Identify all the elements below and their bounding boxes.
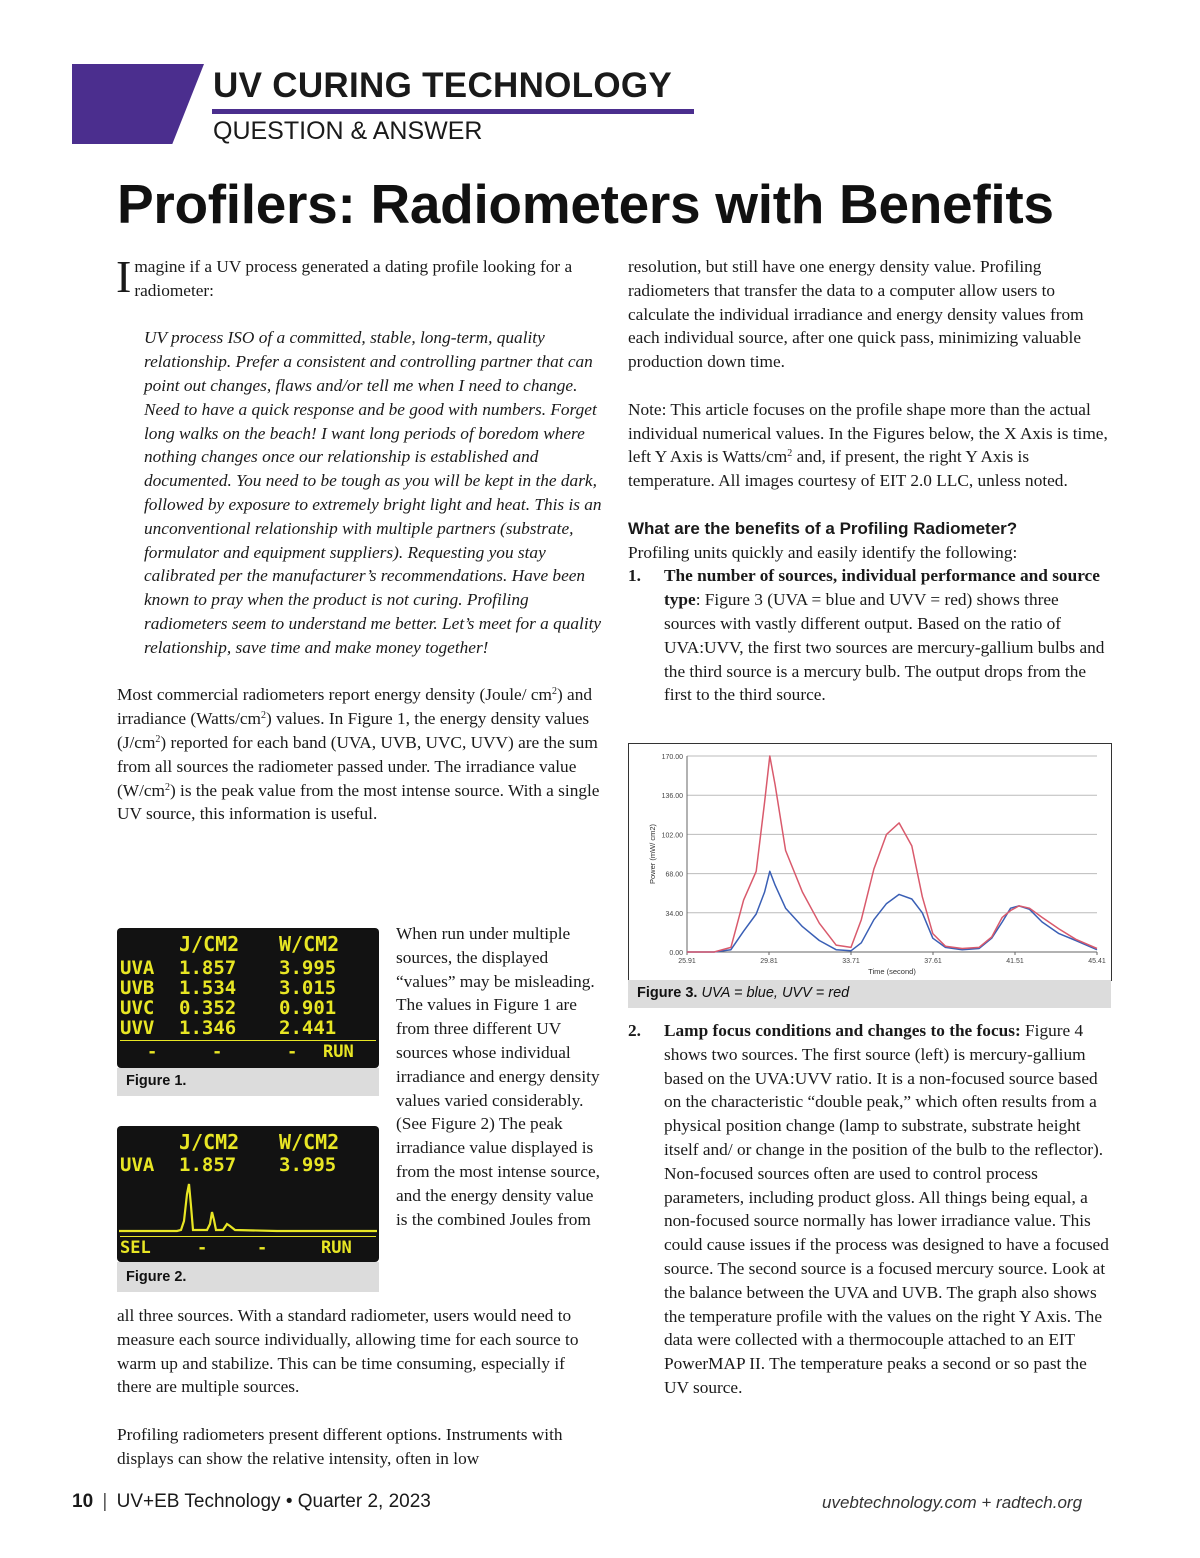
y-axis-label: Power (mW/ cm2) <box>648 824 657 884</box>
superscript-2: 2 <box>155 733 161 745</box>
para1-part-a: Most commercial radiometers report energy density (Joule/ cm <box>117 685 552 705</box>
profiling-options-cont: resolution, but still have one energy density value. Profiling radiometers that transfer the data to a computer allow users to calculate the individual irradiance and energy density values from each individual source, after one quick pass, minimizing valuable production down time. <box>628 257 1084 372</box>
figure1-value: 2.441 <box>279 1017 337 1039</box>
x-tick-label: 45.41 <box>1088 958 1106 965</box>
multi-source-paragraph-cont: all three sources. With a standard radiometer, users would need to measure each source individually, allowing time for each source to warm up and stabilize. This can be time consuming, especially if there are multiple sources. <box>117 1306 579 1397</box>
band-label: UVA <box>120 957 155 979</box>
list-item <box>628 1019 1112 1400</box>
figure3-caption-text: UVA = blue, UVV = red <box>697 985 850 1001</box>
figure1-col-header-j: J/CM2 <box>179 932 240 956</box>
right-column-bottom <box>628 1019 1112 1400</box>
figure3-caption-label: Figure 3. <box>637 985 698 1001</box>
benefits-list-cont <box>628 1019 1112 1400</box>
series-line-1 <box>687 756 1097 952</box>
x-axis-label: Time (second) <box>868 967 916 976</box>
profiling-options-paragraph: Profiling radiometers present different options. Instruments with displays can show the relative intensity, often in low <box>117 1424 563 1468</box>
publication-name: UV+EB Technology <box>116 1491 281 1512</box>
series-line-0 <box>687 871 1097 952</box>
list-number: 1. <box>628 566 641 586</box>
item2-bold: Lamp focus conditions and changes to the focus: <box>664 1021 1021 1040</box>
issue-date: Quarter 2, 2023 <box>297 1491 431 1512</box>
list-number: 2. <box>628 1021 641 1040</box>
figure2-display <box>117 1126 379 1262</box>
figure2-trace <box>117 1176 379 1234</box>
figure1-footer-dash: - <box>147 1042 158 1062</box>
x-tick-label: 25.91 <box>678 958 696 965</box>
page-footer-left <box>72 1491 431 1513</box>
superscript-2: 2 <box>164 781 170 793</box>
note-part-a: Note: This article focuses on the profile shape more than the actual individual numerical values. In the Figures below, the X Axis is time, left Y Axis is Watts/cm <box>628 399 1108 467</box>
figure1-value: 0.901 <box>279 997 337 1019</box>
footer-separator: | <box>102 1491 108 1512</box>
item1-bold: The number of sources, individual performance and source type <box>664 566 1100 610</box>
figure1-caption-box <box>117 1068 379 1096</box>
figure1-value: 1.857 <box>179 957 237 979</box>
figure1-value: 3.015 <box>279 977 337 999</box>
figure1-footer-dash: - <box>212 1042 223 1062</box>
note-part-b: and, if present, the right Y Axis is temperature. All images courtesy of EIT 2.0 LLC, unless noted. <box>628 447 1068 491</box>
item1-text: : Figure 3 (UVA = blue and UVV = red) shows three sources with vastly different output. Based on the ratio of UVA:UVV, the first two sources are mercury-gallium bulbs and the third source is a mercury bulb. The output drops from the first to the third source. <box>664 590 1105 705</box>
figure2-value: 1.857 <box>179 1154 237 1176</box>
question-heading: What are the benefits of a Profiling Radiometer? <box>628 518 1018 538</box>
figure1-footer-mode: RUN <box>323 1042 354 1062</box>
band-label: UVC <box>120 997 155 1019</box>
figure1-caption: Figure 1. <box>126 1073 187 1089</box>
article-title: Profilers: Radiometers with Benefits <box>117 173 1054 235</box>
drop-cap: I <box>116 251 132 302</box>
section-rule <box>212 109 694 114</box>
para1-part-e: ) is the peak value from the most intense source. With a single UV source, this information is useful. <box>117 780 600 824</box>
lead-line: Profiling units quickly and easily identify the following: <box>628 542 1018 562</box>
figure2-caption-box <box>117 1262 379 1292</box>
figure1-value: 1.534 <box>179 977 237 999</box>
band-label: UVA <box>120 1154 155 1176</box>
superscript-2: 2 <box>261 710 266 722</box>
figure2-footer-dash: - <box>257 1238 268 1258</box>
section-banner-shape <box>72 64 204 144</box>
superscript-2: 2 <box>551 686 557 698</box>
dating-profile-quote: UV process ISO of a committed, stable, long-term, quality relationship. Prefer a consistent and controlling partner that can point out changes, flaws and/or tell me when I need to change. Need to have a quick response and be good with numbers. Forget long walks on the beach! I want long periods of boredom where nothing changes once our relationship is established and documented. You need to be tough as you will be kept in the dark, followed by exposure to extremely bright light and heat. This is an unconventional relationship with multiple partners (substrate, formulator and equipment suppliers). Requesting you stay calibrated per the manufacturer’s recommendations. Have been known to pray when the product is not curing. Profiling radiometers seem to understand me better. Let’s meet for a quality relationship, save time and make money together! <box>144 328 602 657</box>
y-tick-label: 170.00 <box>661 754 683 761</box>
figure1-value: 3.995 <box>279 957 337 979</box>
para1-part-c: ) values. In Figure 1, the energy density values (J/cm <box>117 709 590 752</box>
figure2-footer-rule <box>120 1236 376 1237</box>
figure1-col-header-w: W/CM2 <box>279 932 340 956</box>
x-tick-label: 33.71 <box>842 958 860 965</box>
band-label: UVV <box>120 1017 155 1039</box>
figure1-value: 1.346 <box>179 1017 237 1039</box>
right-column-top <box>628 255 1112 707</box>
figure3-caption-box <box>628 980 1111 1008</box>
y-tick-label: 68.00 <box>665 871 683 879</box>
y-tick-label: 0.00 <box>669 950 683 957</box>
y-tick-label: 102.00 <box>661 832 683 840</box>
band-label: UVB <box>120 977 155 999</box>
x-tick-label: 41.51 <box>1006 958 1024 965</box>
page-number: 10 <box>72 1491 94 1512</box>
radiometer-paragraph <box>117 683 603 826</box>
figure2-value: 3.995 <box>279 1154 337 1176</box>
benefits-list <box>628 564 1112 707</box>
figure3-chart <box>629 744 1111 980</box>
figure2-col-header-w: W/CM2 <box>279 1130 340 1154</box>
para1-part-d: ) reported for each band (UVA, UVB, UVC, UVV) are the sum from all sources the radiometer passed under. The irradiance value (W/cm <box>117 732 598 800</box>
left-column-bottom <box>117 1304 603 1494</box>
y-tick-label: 136.00 <box>661 793 683 801</box>
note-paragraph <box>628 398 1112 493</box>
figure2-caption: Figure 2. <box>126 1269 187 1285</box>
figure2-footer-mode: RUN <box>321 1238 352 1258</box>
figure1-footer-rule <box>120 1040 376 1041</box>
y-tick-label: 34.00 <box>665 910 683 918</box>
intro-text: magine if a UV process generated a dating profile looking for a radiometer: <box>134 257 573 300</box>
figure2-col-header-j: J/CM2 <box>179 1130 240 1154</box>
section-subtitle: QUESTION & ANSWER <box>213 117 483 145</box>
figure2-footer-dash: - <box>197 1238 208 1258</box>
section-title: UV CURING TECHNOLOGY <box>213 66 673 105</box>
figure1-display <box>117 928 379 1068</box>
para1-part-b: ) and irradiance (Watts/cm <box>117 685 592 729</box>
figure1-value: 0.352 <box>179 997 237 1019</box>
left-column-top <box>116 251 603 850</box>
figure3-caption <box>637 985 849 1001</box>
x-tick-label: 29.81 <box>760 958 778 965</box>
intro-paragraph <box>116 251 603 303</box>
footer-websites: uvebtechnology.com + radtech.org <box>822 1493 1083 1512</box>
footer-bullet: • <box>285 1491 293 1512</box>
figure1-row <box>120 958 154 978</box>
list-item <box>628 564 1112 707</box>
figure2-footer-sel: SEL <box>120 1238 151 1258</box>
item2-text: Figure 4 shows two sources. The first source (left) is mercury-gallium based on the UVA:UVV ratio. It is a non-focused source based on the characteristic “double peak,” which often results from a physical position change (lamp to substrate, substrate height itself and/ or change in the position of the bulb to the reflector). Non-focused sources often are used to control process parameters, including product gloss. All things being equal, a non-focused source normally has lower irradiance value. This could cause issues if the process was designed to have a focused source. The second source is a focused mercury source. Look at the balance between the UVA and UVB. The graph also shows the temperature profile with the values on the right Y Axis. The data were collected with a thermocouple attached to an EIT PowerMAP II. The temperature peaks a second or so past the UV source. <box>664 1021 1109 1397</box>
superscript-2: 2 <box>787 448 793 460</box>
figure1-footer-dash: - <box>287 1042 298 1062</box>
x-tick-label: 37.61 <box>924 958 942 965</box>
figure3-frame <box>628 743 1112 981</box>
figure-side-text: When run under multiple sources, the displayed “values” may be misleading. The values in Figure 1 are from three different UV sources whose individual irradiance and energy density values varied considerably. (See Figure 2) The peak irradiance value displayed is from the most intense source, and the energy density value is the combined Joules from <box>396 924 600 1229</box>
